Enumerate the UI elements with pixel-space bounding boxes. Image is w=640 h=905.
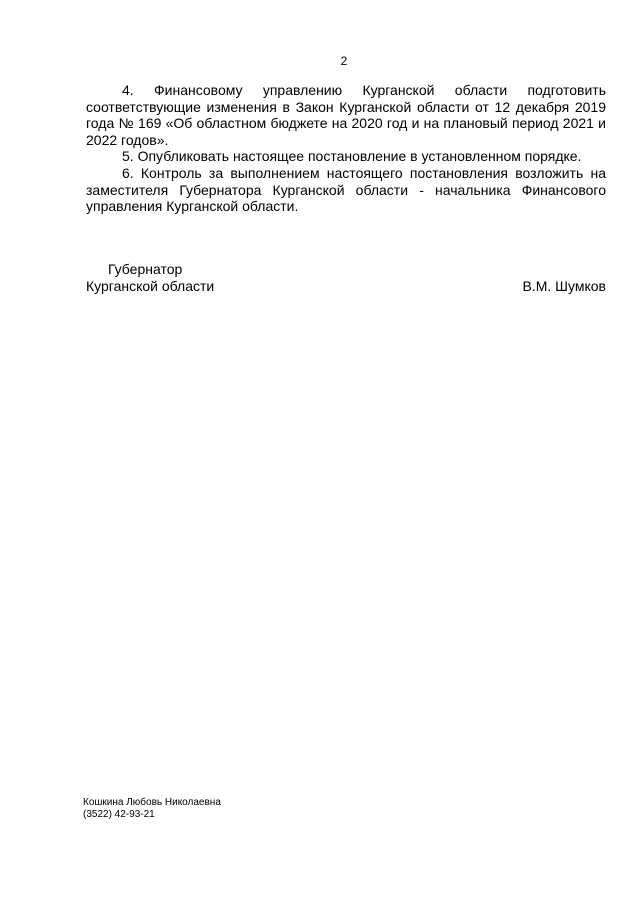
signature-row (86, 278, 606, 295)
signature-block (86, 261, 606, 294)
paragraph-item-5: 5. Опубликовать настоящее постановление в установленном порядке. (122, 148, 582, 165)
executor-footer (83, 797, 221, 821)
paragraph-item-6: 6. Контроль за выполнением настоящего постановления возложить на заместителя Губернатора Курганской области - начальника Финансового управления Курганской области. (86, 164, 606, 215)
signatory-title-line2: Курганской области (86, 277, 215, 294)
paragraph-item-4: 4. Финансовому управлению Курганской области подготовить соответствующие изменения в Закон Курганской области от 12 декабря 2019 года № 169 «Об областном бюджете на 2020 год и на плановый период 2021 и 2022 годов». (86, 82, 606, 148)
signatory-title-line1: Губернатор (108, 261, 183, 277)
executor-name: Кошкина Любовь Николаевна (83, 797, 221, 808)
signatory-name: В.М. Шумков (522, 277, 606, 294)
page-number: 2 (340, 54, 348, 68)
document-body (86, 82, 606, 215)
executor-phone: (3522) 42-93-21 (83, 809, 155, 820)
